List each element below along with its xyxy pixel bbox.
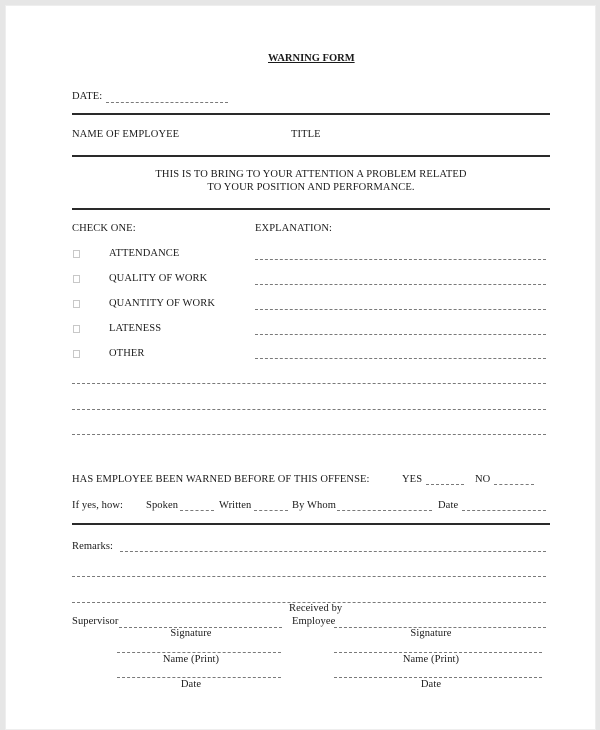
checkbox-other[interactable] <box>73 350 80 358</box>
check-item-label: ATTENDANCE <box>109 248 180 259</box>
warned-before-label: HAS EMPLOYEE BEEN WARNED BEFORE OF THIS OFFENSE: <box>72 474 370 485</box>
explanation-line[interactable] <box>72 434 546 435</box>
warning-form-page <box>5 5 596 730</box>
received-by-label: Received by <box>289 603 343 614</box>
warning-date-field[interactable] <box>462 510 546 511</box>
if-yes-label: If yes, how: <box>72 500 124 511</box>
supervisor-name-field[interactable] <box>117 652 281 653</box>
date-field[interactable] <box>106 102 228 103</box>
explanation-line[interactable] <box>255 334 546 335</box>
explanation-line[interactable] <box>255 358 546 359</box>
employee-title-field[interactable] <box>291 142 550 156</box>
notice-line-1: THIS IS TO BRING TO YOUR ATTENTION A PROBLEM RELATED <box>155 169 467 180</box>
employee-signature-caption: Signature <box>410 628 452 639</box>
checkbox-lateness[interactable] <box>73 325 80 333</box>
check-item-label: LATENESS <box>109 323 162 334</box>
notice-line-2: TO YOUR POSITION AND PERFORMANCE. <box>207 182 415 193</box>
form-title: WARNING FORM <box>268 53 355 64</box>
spoken-label: Spoken <box>146 500 179 511</box>
spoken-field[interactable] <box>180 510 214 511</box>
employee-label: Employee <box>292 616 336 627</box>
employee-name-caption: Name (Print) <box>402 654 460 665</box>
supervisor-name-caption: Name (Print) <box>162 654 220 665</box>
divider-rule <box>72 113 550 115</box>
supervisor-date-caption: Date <box>180 679 202 690</box>
employee-title-label: TITLE <box>291 129 321 140</box>
supervisor-date-field[interactable] <box>117 677 281 678</box>
yes-field[interactable] <box>426 484 464 485</box>
employee-date-field[interactable] <box>334 677 542 678</box>
explanation-line[interactable] <box>72 409 546 410</box>
written-field[interactable] <box>254 510 288 511</box>
employee-name-print-field[interactable] <box>334 652 542 653</box>
warning-date-label: Date <box>438 500 459 511</box>
explanation-line[interactable] <box>72 383 546 384</box>
written-label: Written <box>219 500 252 511</box>
check-one-label: CHECK ONE: <box>72 223 136 234</box>
remarks-label: Remarks: <box>72 541 114 552</box>
checkbox-quantity-of-work[interactable] <box>73 300 80 308</box>
by-whom-label: By Whom <box>292 500 336 511</box>
divider-rule <box>72 208 550 210</box>
remarks-line[interactable] <box>72 576 546 577</box>
date-label: DATE: <box>72 91 103 102</box>
divider-rule <box>72 155 550 157</box>
explanation-label: EXPLANATION: <box>255 223 333 234</box>
explanation-line[interactable] <box>255 309 546 310</box>
check-item-label: QUALITY OF WORK <box>109 273 208 284</box>
checkbox-attendance[interactable] <box>73 250 80 258</box>
by-whom-field[interactable] <box>337 510 432 511</box>
supervisor-signature-caption: Signature <box>170 628 212 639</box>
remarks-line[interactable] <box>120 551 546 552</box>
explanation-line[interactable] <box>255 259 546 260</box>
check-item-label: OTHER <box>109 348 145 359</box>
explanation-line[interactable] <box>255 284 546 285</box>
employee-name-field[interactable] <box>72 142 282 156</box>
check-item-label: QUANTITY OF WORK <box>109 298 216 309</box>
employee-name-label: NAME OF EMPLOYEE <box>72 129 180 140</box>
checkbox-quality-of-work[interactable] <box>73 275 80 283</box>
yes-label: YES <box>402 474 423 485</box>
no-field[interactable] <box>494 484 534 485</box>
employee-date-caption: Date <box>420 679 442 690</box>
divider-rule <box>72 523 550 525</box>
no-label: NO <box>475 474 491 485</box>
supervisor-label: Supervisor <box>72 616 119 627</box>
